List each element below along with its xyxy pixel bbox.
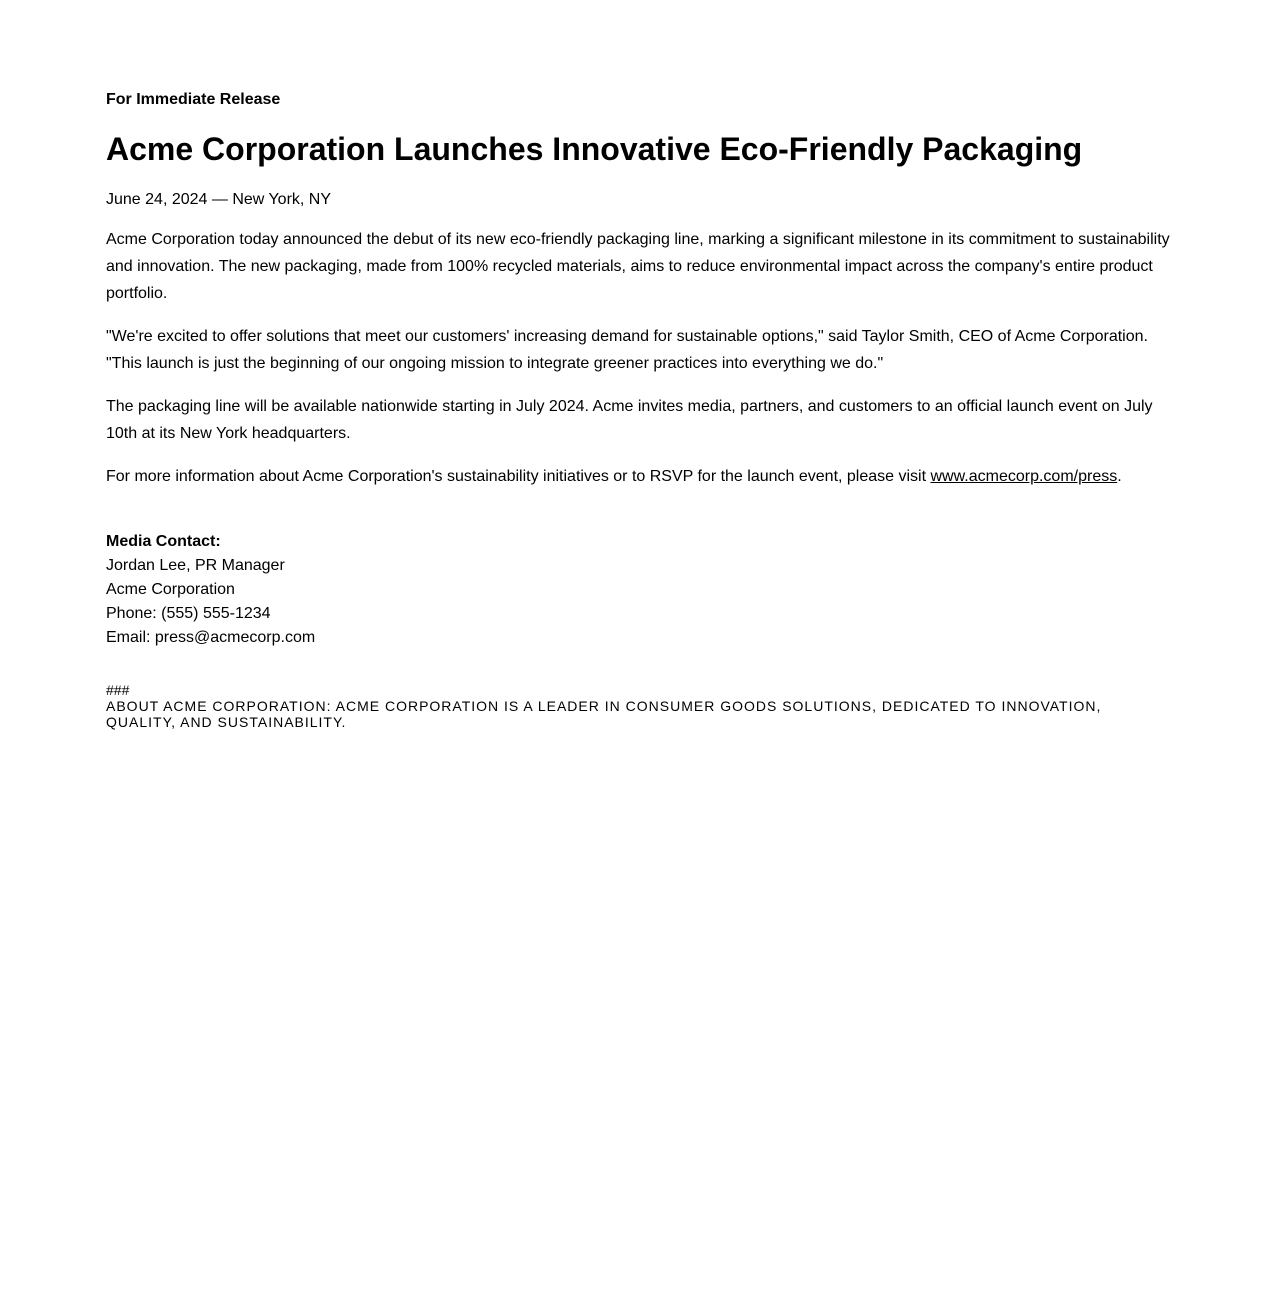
more-info-suffix: . (1117, 468, 1122, 485)
press-release (106, 90, 1176, 730)
media-contact-heading: Media Contact: (106, 533, 221, 550)
contact-company: Acme Corporation (106, 581, 235, 598)
paragraph-availability: The packaging line will be available nationwide starting in July 2024. Acme invites media, partners, and customers to an official launch event on July 10th at its New York headquarters. (106, 398, 1153, 442)
footer (106, 682, 1176, 730)
page-title: Acme Corporation Launches Innovative Eco-Friendly Packaging (106, 131, 1083, 167)
paragraph-intro: Acme Corporation today announced the debut of its new eco-friendly packaging line, marking a significant milestone in its commitment to sustainability and innovation. The new packaging, made from 100% recycled materials, aims to reduce environmental impact across the company's entire product portfolio. (106, 231, 1170, 302)
release-label: For Immediate Release (106, 91, 281, 108)
press-link[interactable]: www.acmecorp.com/press (930, 468, 1118, 485)
about-boilerplate: ABOUT ACME CORPORATION: ACME CORPORATION IS A LEADER IN CONSUMER GOODS SOLUTIONS, DEDICATED TO INNOVATION, QUALITY, AND SUSTAINABILITY. (106, 698, 1102, 730)
contact-phone: Phone: (555) 555-1234 (106, 605, 271, 622)
end-marker: ### (106, 682, 130, 698)
paragraph-quote: "We're excited to offer solutions that meet our customers' increasing demand for sustainable options," said Taylor Smith, CEO of Acme Corporation. "This launch is just the beginning of our ongoing mission to integrate greener practices into everything we do." (106, 328, 1148, 372)
dateline: June 24, 2024 — New York, NY (106, 191, 332, 208)
paragraph-more-info (106, 463, 1176, 490)
contact-email: Email: press@acmecorp.com (106, 629, 316, 646)
media-contact (106, 530, 1176, 650)
contact-name: Jordan Lee, PR Manager (106, 557, 285, 574)
more-info-text: For more information about Acme Corporation's sustainability initiatives or to RSVP for the launch event, please visit (106, 468, 931, 485)
